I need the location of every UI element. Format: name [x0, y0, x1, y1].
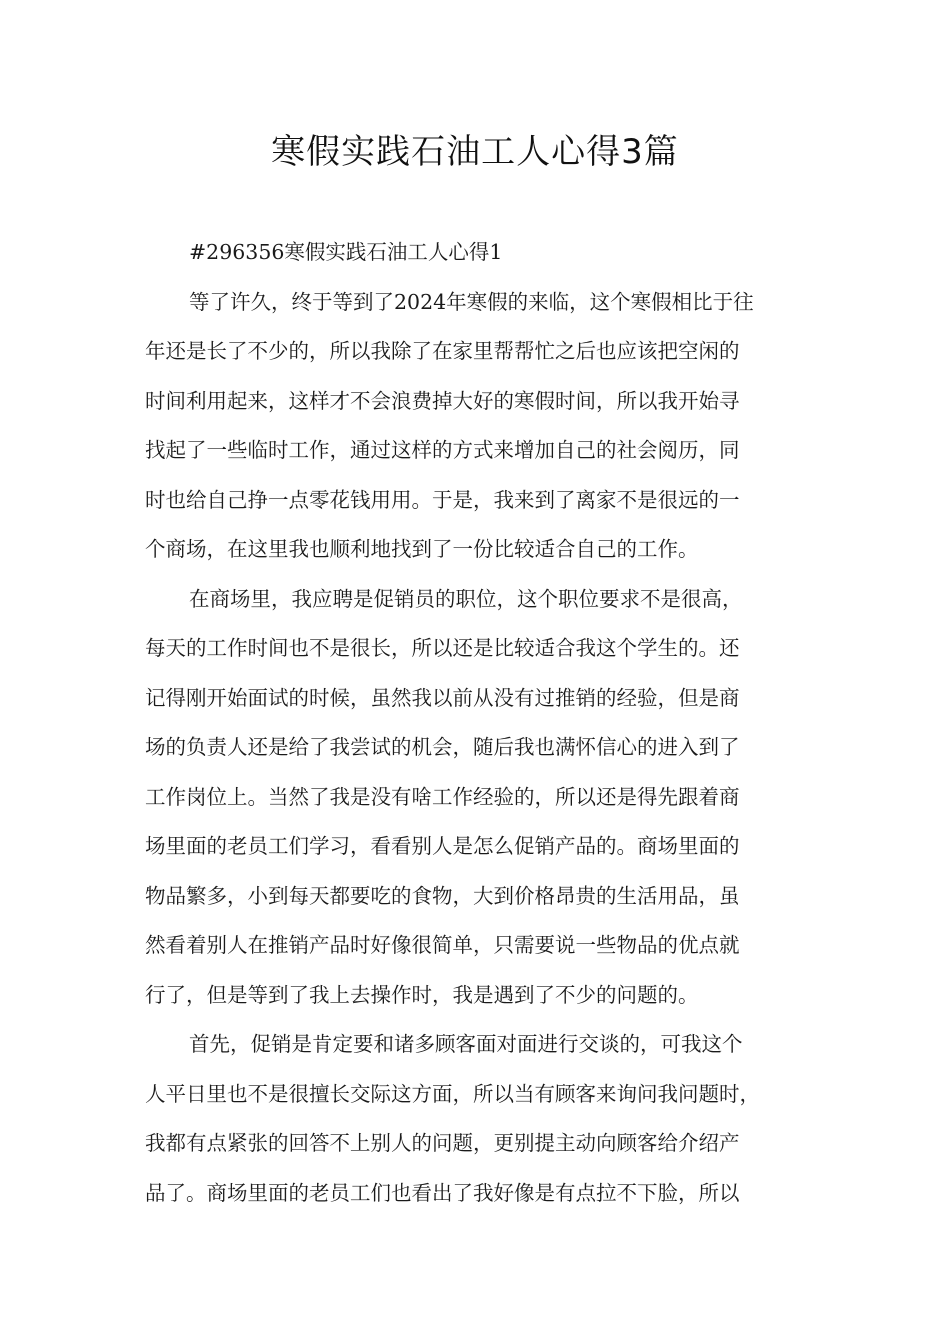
paragraph-line: 记得刚开始面试的时候，虽然我以前从没有过推销的经验，但是商 [145, 685, 740, 710]
paragraph-line: 首先，促销是肯定要和诸多顾客面对面进行交谈的，可我这个 [189, 1032, 743, 1056]
paragraph-line: 物品繁多，小到每天都要吃的食物，大到价格昂贵的生活用品，虽 [145, 883, 740, 908]
paragraph-line: 场里面的老员工们学习，看看别人是怎么促销产品的。商场里面的 [145, 834, 740, 858]
paragraph-line: 年还是长了不少的，所以我除了在家里帮帮忙之后也应该把空闲的 [145, 339, 740, 363]
document-title: 寒假实践石油工人心得3篇 [271, 132, 679, 172]
paragraph-1 [145, 278, 810, 575]
paragraph-line: 工作岗位上。当然了我是没有啥工作经验的，所以还是得先跟着商 [145, 784, 740, 809]
paragraph-line: 行了，但是等到了我上去操作时，我是遇到了不少的问题的。 [145, 982, 699, 1007]
paragraph-2 [145, 575, 810, 1021]
paragraph-line: 品了。商场里面的老员工们也看出了我好像是有点拉不下脸，所以 [145, 1180, 740, 1205]
paragraph-3 [145, 1020, 810, 1218]
paragraph-line: 我都有点紧张的回答不上别人的问题，更别提主动向顾客给介绍产 [145, 1131, 740, 1155]
paragraph-line: 人平日里也不是很擅长交际这方面，所以当有顾客来询问我问题时， [145, 1081, 760, 1106]
paragraph-line: 个商场，在这里我也顺利地找到了一份比较适合自己的工作。 [145, 537, 699, 561]
paragraph-line: 在商场里，我应聘是促销员的职位，这个职位要求不是很高， [189, 586, 743, 611]
section-heading: #296356寒假实践石油工人心得1 [189, 240, 503, 264]
document-body [145, 228, 810, 1218]
paragraph-line: 时也给自己挣一点零花钱用用。于是，我来到了离家不是很远的一 [145, 487, 740, 512]
paragraph-line: 场的负责人还是给了我尝试的机会，随后我也满怀信心的进入到了 [145, 735, 740, 759]
paragraph-line: 找起了一些临时工作，通过这样的方式来增加自己的社会阅历，同 [145, 438, 740, 462]
paragraph-line: 等了许久，终于等到了2024年寒假的来临，这个寒假相比于往 [189, 289, 754, 314]
paragraph-line: 时间利用起来，这样才不会浪费掉大好的寒假时间，所以我开始寻 [145, 388, 740, 413]
paragraph-line: 每天的工作时间也不是很长，所以还是比较适合我这个学生的。还 [145, 636, 740, 660]
paragraph-line: 然看着别人在推销产品时好像很简单，只需要说一些物品的优点就 [145, 933, 740, 957]
